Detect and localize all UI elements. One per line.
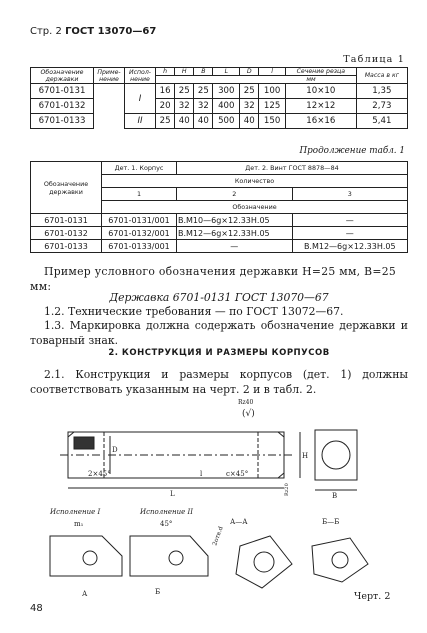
cell: —	[177, 240, 293, 253]
angle-45: 45°	[160, 520, 173, 528]
cell: 6701-0132/001	[102, 227, 177, 240]
cell: 32	[194, 99, 213, 114]
cell: 12×12	[285, 99, 356, 114]
table-row	[31, 114, 408, 129]
cell: 10×10	[285, 84, 356, 99]
cell: 32	[175, 99, 194, 114]
col-header: L	[213, 68, 240, 76]
cell: 100	[259, 84, 286, 99]
rz-label: Rz20	[284, 483, 290, 496]
cell: 6701-0133/001	[102, 240, 177, 253]
section-heading: 2. КОНСТРУКЦИЯ И РАЗМЕРЫ КОРПУСОВ	[108, 348, 330, 358]
cell: 16	[156, 84, 175, 99]
cell: 25	[240, 84, 259, 99]
table1	[30, 67, 408, 129]
cell: 40	[194, 114, 213, 129]
cell: 6701-0132	[31, 99, 94, 114]
col-header: l	[259, 68, 286, 76]
page-header	[30, 26, 156, 37]
dim-m: m₁	[74, 520, 84, 528]
holes-label: 2отв.d	[211, 525, 225, 547]
cell: 6701-0131/001	[102, 214, 177, 227]
cell: 400	[213, 99, 240, 114]
table1-header-row	[31, 68, 408, 76]
col-header: B	[194, 68, 213, 76]
chamfer-2: c×45°	[226, 470, 249, 478]
dim-H: H	[302, 452, 309, 460]
table-row	[31, 84, 408, 99]
cell: 2,73	[356, 99, 407, 114]
section-bb: Б—Б	[322, 518, 340, 526]
cell: 500	[213, 114, 240, 129]
standard-code: ГОСТ 13070—67	[65, 26, 157, 37]
cell: 6701-0131	[31, 84, 94, 99]
dim-B: B	[332, 492, 338, 500]
col-header: Дет. 2. Винт ГОСТ 8878—84	[177, 162, 408, 175]
cell: В.М12—6g×12.33Н.05	[292, 240, 408, 253]
col-header: Количество	[102, 175, 408, 188]
cell: —	[292, 227, 408, 240]
paragraph-2-1: 2.1. Конструкция и размеры корпусов (дет. 1) должны соответствовать указанным на черт. 2 и в табл. 2.	[30, 368, 408, 396]
col-header: D	[240, 68, 259, 76]
col-header: H	[175, 68, 194, 76]
example-designation: Державка 6701-0131 ГОСТ 13070—67	[109, 291, 329, 304]
cell: В.М10—6g×12.33Н.05	[177, 214, 293, 227]
col-header: Обозначение державки	[31, 162, 102, 214]
roughness-symbol: (√)	[242, 409, 255, 419]
section-bb-view	[312, 538, 368, 582]
cell: 32	[240, 99, 259, 114]
table-row	[31, 99, 408, 114]
col-header: 1	[102, 188, 177, 201]
variant-1-view	[50, 536, 122, 576]
cell: —	[292, 214, 408, 227]
cell: 125	[259, 99, 286, 114]
figure-caption: Черт. 2	[354, 591, 391, 602]
section-mark-b: Б	[155, 588, 161, 596]
paragraph-1-3: 1.3. Маркировка должна содержать обозначение державки и товарный знак.	[30, 319, 408, 347]
chamfer-1: 2×45°	[88, 470, 111, 478]
table2	[30, 161, 408, 253]
table1-caption: Таблица 1	[343, 54, 405, 65]
col-header: Дет. 1. Корпус	[102, 162, 177, 175]
cell: 6701-0132	[31, 227, 102, 240]
body-end-view	[315, 430, 357, 480]
page-label: Стр. 2	[30, 26, 62, 37]
cell: 25	[175, 84, 194, 99]
cell: 150	[259, 114, 286, 129]
col-header: Масса в кг	[356, 68, 407, 84]
unit-label: мм	[156, 76, 357, 84]
table-row	[31, 227, 408, 240]
cell: 16×16	[285, 114, 356, 129]
variant-2-label: Исполнение II	[140, 508, 193, 516]
cell: 5,41	[356, 114, 407, 129]
section-aa-view	[236, 536, 292, 588]
table-row	[31, 214, 408, 227]
page-number: 48	[30, 603, 43, 614]
cell: 20	[156, 99, 175, 114]
cell: II	[125, 114, 156, 129]
cell: 40	[175, 114, 194, 129]
cell: 6701-0133	[31, 114, 94, 129]
section-mark: А	[82, 590, 88, 598]
col-header: Испол-нение	[125, 68, 156, 84]
cell: 1,35	[356, 84, 407, 99]
table-row	[31, 240, 408, 253]
col-header: Обозначение державки	[31, 68, 94, 84]
col-header: Сечение резца	[285, 68, 356, 76]
col-header: 2	[177, 188, 293, 201]
col-header: Приме-нение	[94, 68, 125, 84]
dim-l: l	[200, 470, 203, 478]
table-continuation: Продолжение табл. 1	[299, 146, 405, 156]
cell: 40	[240, 114, 259, 129]
col-header: Обозначение	[102, 201, 408, 214]
cell: 25	[156, 114, 175, 129]
cell	[94, 84, 125, 129]
col-header: h	[156, 68, 175, 76]
dim-L: L	[170, 490, 175, 498]
section-aa: А—А	[230, 518, 248, 526]
cell: 6701-0131	[31, 214, 102, 227]
technical-drawing	[30, 396, 410, 631]
variant-1-label: Исполнение I	[50, 508, 101, 516]
paragraph-1-2: 1.2. Технические требования — по ГОСТ 13072—67.	[44, 305, 344, 318]
cell: 300	[213, 84, 240, 99]
dim-D: D	[112, 446, 118, 454]
col-header: 3	[292, 188, 408, 201]
cell: 6701-0133	[31, 240, 102, 253]
cell: I	[125, 84, 156, 114]
example-paragraph: Пример условного обозначения державки H=25 мм, B=25 мм:	[30, 265, 397, 293]
cell: 25	[194, 84, 213, 99]
cell: В.М12—6g×12.33Н.05	[177, 227, 293, 240]
roughness-label: Rz40	[238, 399, 254, 406]
